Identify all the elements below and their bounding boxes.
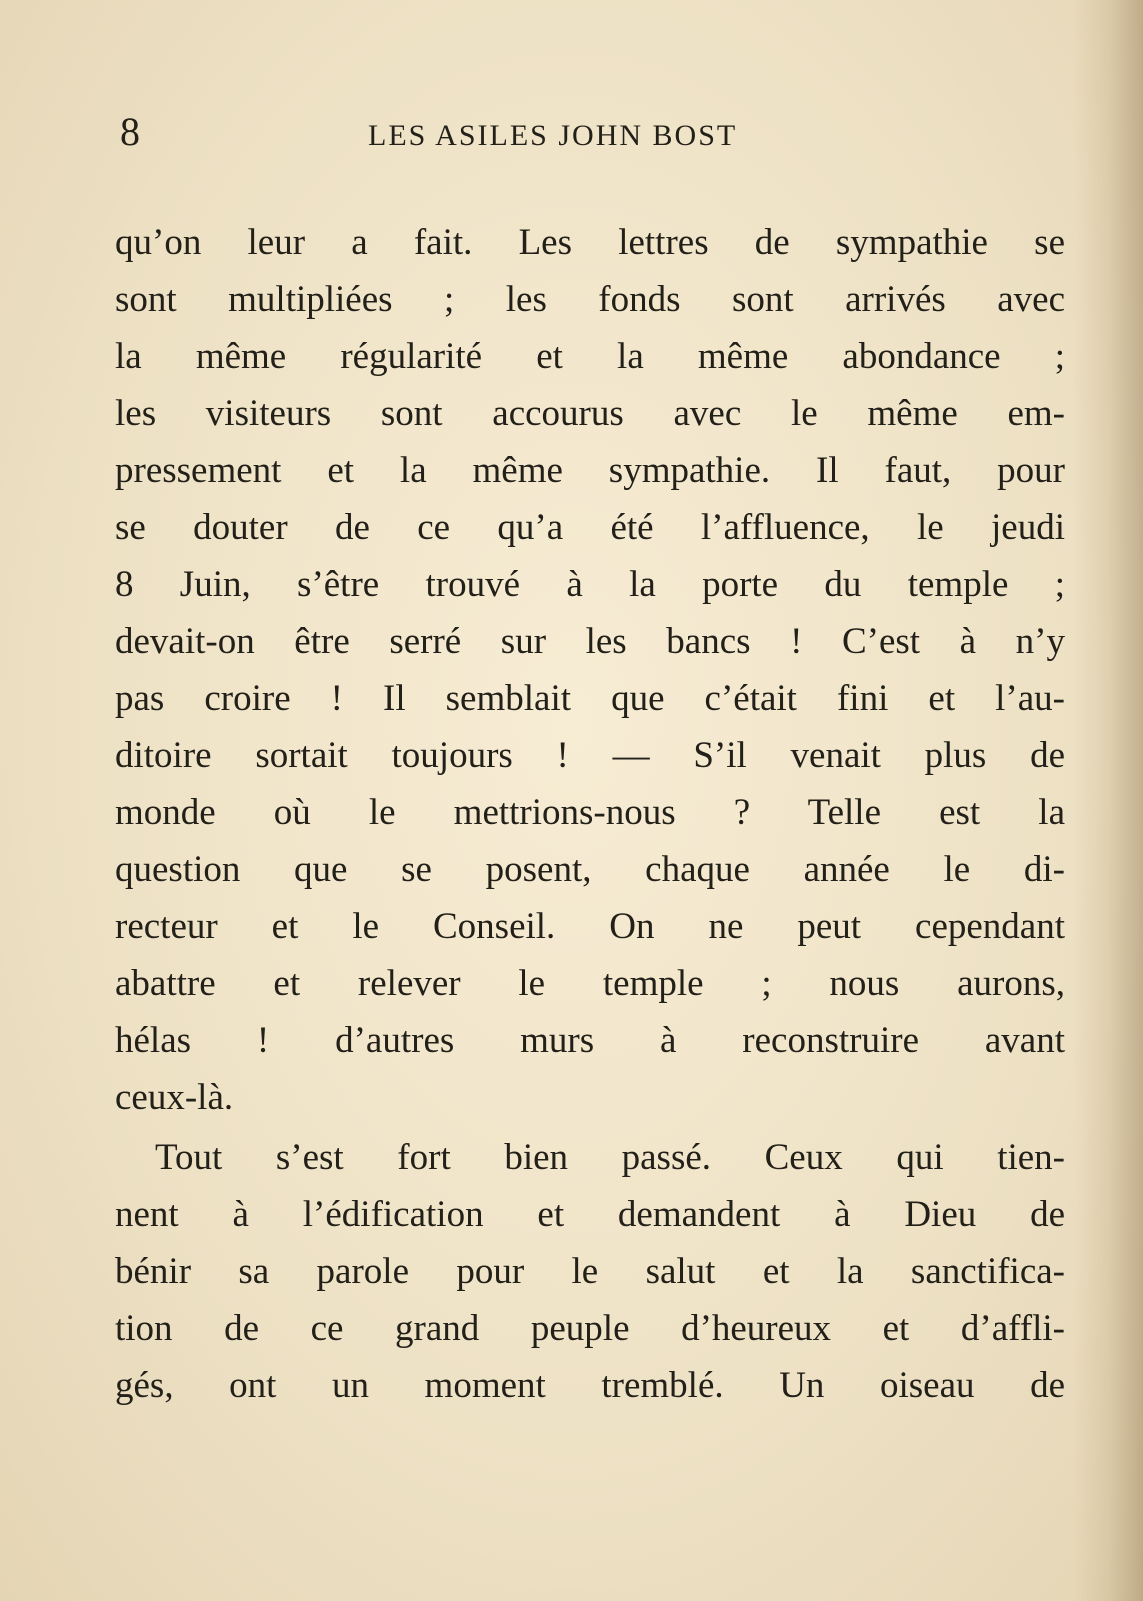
running-title: LES ASILES JOHN BOST <box>368 119 738 152</box>
page-header <box>0 108 1143 158</box>
text-line: ditoire sortait toujours ! — S’il venait plus de <box>115 735 1065 776</box>
text-line: tion de ce grand peuple d’heureux et d’affli- <box>115 1308 1065 1349</box>
text-line: abattre et relever le temple ; nous aurons, <box>115 963 1065 1004</box>
text-line: se douter de ce qu’a été l’affluence, le jeudi <box>115 507 1065 548</box>
page-number: 8 <box>120 109 140 154</box>
text-line: recteur et le Conseil. On ne peut cependant <box>115 906 1065 947</box>
text-line: monde où le mettrions-nous ? Telle est la <box>115 792 1065 833</box>
text-line: qu’on leur a fait. Les lettres de sympathie se <box>115 222 1065 263</box>
page-edge-shadow <box>1073 0 1143 1601</box>
text-line: les visiteurs sont accourus avec le même em- <box>115 393 1065 434</box>
text-line: nent à l’édification et demandent à Dieu de <box>115 1194 1065 1235</box>
text-line: question que se posent, chaque année le di- <box>115 849 1065 890</box>
text-line: pressement et la même sympathie. Il faut, pour <box>115 450 1065 491</box>
text-line: pas croire ! Il semblait que c’était fini et l’au- <box>115 678 1065 719</box>
text-line: 8 Juin, s’être trouvé à la porte du temple ; <box>115 564 1065 605</box>
text-line: hélas ! d’autres murs à reconstruire avant <box>115 1020 1065 1061</box>
text-line: bénir sa parole pour le salut et la sanctifica- <box>115 1251 1065 1292</box>
text-line: la même régularité et la même abondance ; <box>115 336 1065 377</box>
text-line: sont multipliées ; les fonds sont arrivés avec <box>115 279 1065 320</box>
text-line: devait-on être serré sur les bancs ! C’est à n’y <box>115 621 1065 662</box>
text-line: gés, ont un moment tremblé. Un oiseau de <box>115 1365 1065 1406</box>
text-line: Tout s’est fort bien passé. Ceux qui tien- <box>155 1137 1065 1178</box>
text-line: ceux-là. <box>115 1077 234 1118</box>
